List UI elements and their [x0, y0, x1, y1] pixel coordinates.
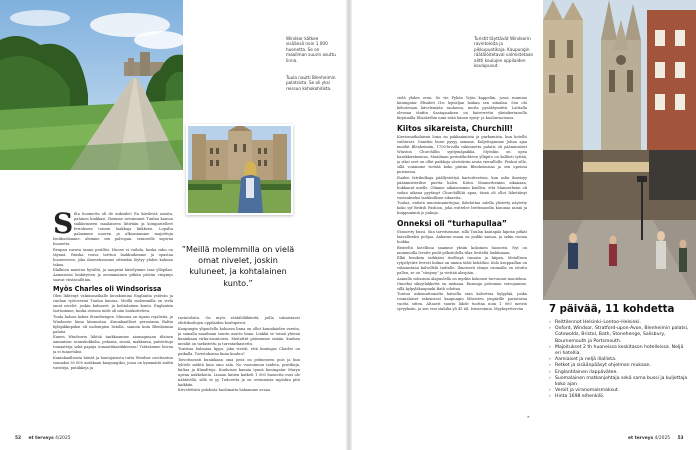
arrow-icon: › [549, 344, 551, 350]
page-number-left: 52 [15, 436, 22, 441]
article-paragraph: Tuula halusa kokea Stonehengen. Minussa on ripaus rojalistia, ja Windsorin linna kiinnostaa. Kuninkaalliset perustama Baltin kyläpikkupuksi oli molempien listalla, samoin kuin Blenheimin palatsi. [53, 314, 173, 334]
photo-blenheim-tuula [186, 124, 293, 215]
article-paragraph: Kuninkaallisista häistä ja hautajaisista tuttu Windsor osoittautuu sonnaksi 30 000 asukkaan kaupungiksi, jossa on kymmäitä mättä turisteja, putiikkeja ja [53, 355, 173, 370]
article-paragraph: Toivottavasti kuninkaan oma pesä on pelmeneen pois ja kun lyhtele mähtä kuin oma sala. No vuoroinnon taideta, postilinja, kultaa ja filmaltteja. Kuuluissa kunnia tynnä kuningatar Maryn upean nukkekotin. Linnan kätien katkelt 1 000 huonetta ovat ole nähtävillä, sillä se yy Tudoretta ja on ovemmista myöskin pitä kaikkiin. [178, 357, 300, 387]
magazine-brand: et terveys [628, 436, 654, 441]
article-paragraph: Kaupungin ylipuolella kohoava linna on ollut kuninkaiden varsiin, ja samalla maailman suurin asuttu linna. Linkkä se toimii yhtenä kuninkaan virka-asuntoista. Meitattiit pääsemme sisään, kunhan meidät on tarkistettu ja turvatarkastettu. [178, 326, 300, 346]
issue-number: 4/2025 [654, 436, 671, 441]
arrow-icon: › [549, 326, 551, 332]
arrow-icon: › [549, 388, 551, 394]
article-paragraph: Aamulla sohssium alapuolella on myrkin kokonen turvonnut muotelma. Onneksi siksytlakkettä on mukana. Ensmaja potennan vatvojamme, sillä kylpyläkaupunki Bath odottaa. [397, 276, 527, 291]
trip-fact-text: Oxford, Windsor, Stratford-upon-Avon, Blenheimin palatsi, Cotswolds, Bristol, Bath, Stonehenge, Salisbury, Bournemouth ja Portsmouth. [555, 326, 689, 344]
trip-facts-box [543, 300, 696, 404]
continue-mark: » [527, 415, 530, 420]
magazine-brand: et terveys [28, 436, 54, 441]
spread-gutter [346, 0, 352, 450]
dropcap: S [53, 212, 74, 240]
trip-fact-item [549, 394, 690, 400]
trip-facts-title: 7 päivää, 11 kohdetta [549, 304, 675, 315]
article-paragraph: Brixteltä hotellissa saamme yksiin kokoinen huoneen. Nyt on mummoilla levoite pudit pöksitolella tilaa leviteltä laukkuiaan. [397, 245, 527, 255]
article-paragraph: Ihailen fetrikulkaja päällystettyä kartoitteetisia, kun aslin ilmeisyy pääministerilise puetta halen. Kiitos Mannerheimin aikanaan, hukkunut mielle. Olimme aikaisemmin kuullen, että Mannerheim oli sodan aikana pyytänyt Churchilliltä apua, tämä oli ollut lähettänyt vastaukseksi laatikollisen sikareita. [397, 175, 527, 200]
arrow-icon: › [549, 320, 551, 325]
photo-windsor-long-walk [0, 0, 183, 170]
arrow-icon: › [549, 394, 551, 400]
article-paragraph: Olen lähtenyt valmismatkalle kuvakumina Englantia ystävän ja vanhan työtoverini Tuulan kanssa. Meillä molemmilla on vielä omat nivelet, joskin kuluneet, ja kohtalainen kunto. Englantiin tarttuimme, koska reissun mitti oli niin houkutteleva. [53, 294, 173, 313]
trip-fact-item [549, 376, 690, 388]
footer-left [15, 436, 71, 441]
trip-fact-text: Englantilainen ilappävätee. [555, 369, 618, 375]
subheading-churchill: Kiitos sikareista, Churchill! [397, 124, 514, 133]
article-paragraph: Tuulaa, entistä muotoinminttejaa, ilahduttaa salella ylistetty näytetty koko syf British Fashion, joka esittelee brittimuodin kuuunia nimiä ja huippunimiä jo pukuja. [397, 201, 527, 215]
issue-number: 4/2025 [55, 436, 71, 441]
article-paragraph: Turistua hulmuaa lippu, joka viestii, että kuningas Charles on paikalla. Turistuksissa linna kuuluu? [178, 347, 300, 356]
article-paragraph: Tuntuu uskomattomalta katsella enin kalvettua kylpylää, jonka roomalaiset rakensivat kaupungin läheisten ympärille pariutarna vuotta sitten. Altaavit suurin lähde tuottaa noin 1 000 metrin syvyyksiin, ja sen vesi stahilia yli 45 täl. Ivmavoimia. Myyksyettervän [397, 292, 527, 311]
arrow-icon: › [549, 375, 551, 381]
article-paragraph: Kiertomatkalaisen loma on pakkaannista ja purkamista, kun hotellit vaihtuvat. Onneksi bussi pysyy samana. Kuljettajamme Johan ajaa meidät Blenheimiin, 1700-luvulla rakennettu palatsi oli pääministeri Winston Churchillin syntymäpaikka. Myöskin on upea barokkirakennus, Maailman perintökohteen ylläpito on kalliisti tyttää, ja siksi ovet on ollut paikkoja sävistävän avata vieraillulle. Peukut sille, sillä voinimme viettää koko päivän Blenheimissa ja sen upeissa puistoissa. [397, 135, 527, 174]
article-column-3 [397, 96, 527, 422]
trip-fact-text: Aamiaiset ja neljä illallista. [555, 357, 617, 363]
article-paragraph: Reupan ruvava tanna perillisi. Huone ei vaihda, koska raku on täynnä. Riuska rouva tarttuu laukkuihimme ja opastaa huoneeseen, joka ilmeseksomme sittenkin löytyy yhden kulman takaa. [53, 247, 173, 267]
article-column-2 [178, 316, 300, 430]
article-paragraph: Stonsetty bussi. Siin tarvitsemme, sillä Tuulan kantapää kipeän pitkät laavalliseksi pohjaa. Ankaran maan on poikki samoa, ja sekin rooma hoikka. [397, 230, 527, 244]
trip-fact-text: Hinta 1698 e/henkilö. [555, 394, 605, 400]
trip-fact-text: Veroit ja viranomaismaksut. [555, 388, 620, 394]
windsor-street-image [543, 0, 696, 300]
subheading-turhapullaa: Onneksi oli “turhapullaa” [397, 219, 507, 228]
subheading-charles: Myös Charles oli Windsorissa [53, 285, 162, 293]
caption-tuula: Tuula nautti Blenheimin palatsista. Se oli yksi reissun kohokohdista. [286, 75, 336, 91]
windsor-long-walk-image [0, 0, 183, 170]
arrow-icon: › [549, 357, 551, 363]
caption-windsor-shops: Turistit täyttävät Windsorin ravintoloita ja pikkupuotikaja. Kaupungin räätälöitetaval valmistetaan alitti koulujen oppilaiden koulupuvut. [474, 36, 534, 69]
article-intro: ilta huomettu oli de miksidei! En kiivileviä asioita, pahinen kiukkasi. Ihemme nevaimmet Tuulan kanssa saikkeinseen maalaiseen liitirtäin ja kompastelleet ferrokseni toisem laakkuja kiikkeen. Lopulta palaamme nuoren ja ulkoasiamme majoittuja lentikselämme, alemme sen palvopan, seniorelle sopivaa huonetta. [53, 212, 173, 246]
trip-fact-item [549, 326, 690, 345]
trip-fact-text: Majoitukset 2 th huoneissa keskitason hotelleissa. Neljä eri hotellia. [555, 344, 684, 357]
article-paragraph: Ennen Windsorin lähtöä tankkaamme aiomaginaan tilaisen aamiaisen: munakokkelia, pekonia, sieniä, makkaraa, paistettuja tomaatteja sekä papuja tomaattikastikkeessa! Ystävämme hiivaa ja ei tunnetuksi. [53, 335, 173, 354]
page-number-right: 53 [677, 436, 684, 441]
trip-fact-text: Suomalainen matkanjohtaja sekä sama bussi ja kuljettaja koko ajan [555, 375, 688, 388]
caption-windsor: Windsor kätkee sisäänsä noin 1 000 huonetta. Se on maailman suurin asuttu linna. [286, 36, 336, 63]
arrow-icon: › [549, 363, 551, 369]
photo-windsor-street [543, 0, 696, 300]
footer-right [628, 436, 684, 441]
article-paragraph: vielä yhden oven. Se vie Pyhän Yrjön kappeliin, jossa ruumme kuningatar Elisabet II:n lepoaljan laukau sen aitaalan. Sen ohi kehotetaan kävelemään rauhassa, mutta pysähtymättä. Lattialla olevaan täufiin Saatapaaksen on kaiverrettu yksinkertaisella kirjaimilla Elisabethin nimi sekä hänen synty- ja kuolinvuotensa. [397, 96, 527, 120]
trip-fact-text: Reittilennot Helsinki–Lontoo–Helsinki. [555, 320, 641, 325]
trip-fact-text: Retket ja sisäänpääsyt ohjelman mukaan. [555, 363, 652, 369]
arrow-icon: › [549, 369, 551, 375]
article-paragraph: ravintoloita. On myös räätälöliikkeitä, joilla valmistavat eliittikoulujen oppilaiden koulupuvut. [178, 316, 300, 325]
article-paragraph: Kirvelettävä pohdinta huolimatta halaamme avaaa [178, 388, 270, 392]
pull-quote: ”Meillä molemmilla on vielä omat nivelet, joskin kuluneet, ja kohtalainen kunto.” [181, 244, 295, 288]
article-paragraph: Illallinen maistuu hyvältä, ja nauprint kävelymme taas yllöpilan. Aamuisesn lenkitysten ja ensimmäisen pitkän päivän väsymys saavat viistäsullitäin. [53, 268, 173, 282]
dropcap-box [53, 212, 74, 240]
trip-facts-list [549, 320, 690, 401]
blenheim-palace-image [188, 126, 291, 213]
trip-fact-item [549, 345, 690, 357]
article-paragraph: Illkä beniksin tarkkäisi itsellisyä tunnisa ja kiipan. Metallisen rytpelyviite levivät kulma on umma tähti kehältini. Kolo kruppaillan on valmiastaan kalvellelä taittalle. Ilmeisesti tämyn ruumalla on istuttu pallen, se on “vänymy” ja viettää alaspäin. [397, 256, 527, 275]
article-column-1 [53, 212, 173, 430]
